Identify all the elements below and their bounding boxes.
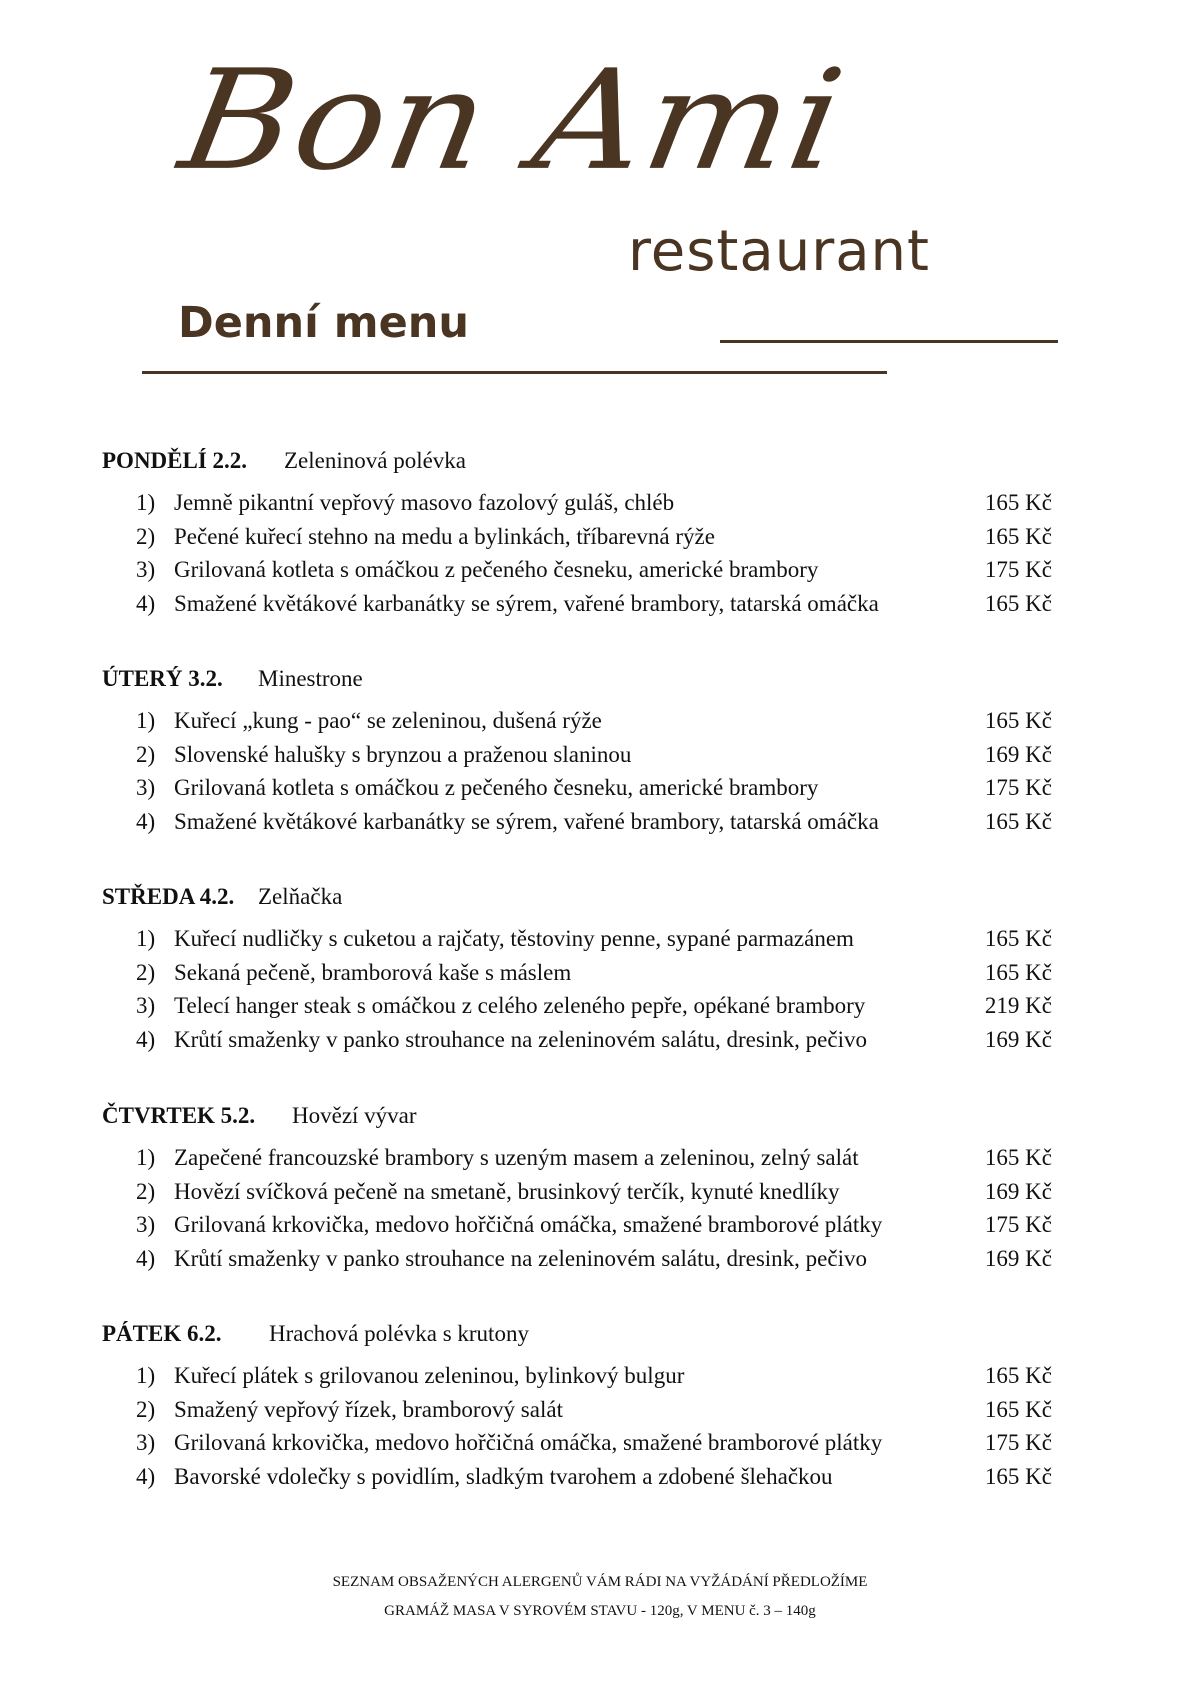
menu-item	[102, 991, 1052, 1025]
menu-item	[102, 1210, 1052, 1244]
item-number: 2)	[136, 523, 156, 549]
item-price: 175 Kč	[984, 557, 1052, 582]
item-number: 4)	[136, 1026, 156, 1052]
day-name: PONDĚLÍ 2.2.	[102, 448, 248, 473]
item-price: 175 Kč	[984, 1430, 1052, 1455]
menu-item	[102, 1244, 1052, 1278]
item-number: 3)	[136, 557, 156, 582]
item-name: Smažený vepřový řízek, bramborový salát	[174, 1396, 563, 1422]
menu-item	[102, 589, 1052, 623]
menu-item	[102, 1177, 1052, 1211]
item-price: 165 Kč	[984, 926, 1052, 951]
item-name: Sekaná pečeně, bramborová kaše s máslem	[174, 959, 572, 985]
day-soup: Zelňačka	[258, 884, 343, 909]
item-name: Telecí hanger steak s omáčkou z celého zeleného pepře, opékané brambory	[174, 993, 866, 1018]
item-price: 165 Kč	[984, 1463, 1052, 1489]
item-name: Bavorské vdolečky s povidlím, sladkým tvarohem a zdobené šlehačkou	[174, 1463, 833, 1489]
menu-item	[102, 1462, 1052, 1496]
item-number: 3)	[136, 1212, 156, 1237]
item-number: 2)	[136, 1178, 156, 1204]
item-name: Kuřecí plátek s grilovanou zeleninou, bylinkový bulgur	[174, 1363, 685, 1388]
day-header	[102, 882, 1052, 912]
item-price: 165 Kč	[984, 959, 1052, 985]
item-price: 219 Kč	[984, 993, 1052, 1018]
menu-item	[102, 1395, 1052, 1429]
menu-item	[102, 555, 1052, 589]
menu-item	[102, 1143, 1052, 1177]
brand-subtitle: restaurant	[628, 219, 930, 284]
day-name: PÁTEK 6.2.	[102, 1321, 222, 1346]
item-number: 1)	[136, 708, 156, 733]
divider	[720, 340, 1058, 343]
item-number: 1)	[136, 1145, 156, 1170]
item-name: Pečené kuřecí stehno na medu a bylinkách, tříbarevná rýže	[174, 523, 715, 549]
brand-logo: Bon Ami	[170, 40, 856, 202]
menu-list	[102, 924, 1052, 1058]
day-soup: Hrachová polévka s krutony	[269, 1321, 529, 1346]
item-number: 3)	[136, 775, 156, 800]
page-title: Denní menu	[178, 298, 469, 348]
item-number: 2)	[136, 959, 156, 985]
item-number: 1)	[136, 490, 156, 515]
item-name: Zapečené francouzské brambory s uzeným masem a zeleninou, zelný salát	[174, 1145, 859, 1170]
item-price: 165 Kč	[984, 523, 1052, 549]
menu-list	[102, 706, 1052, 840]
item-number: 4)	[136, 1245, 156, 1271]
menu-list	[102, 488, 1052, 622]
item-number: 1)	[136, 926, 156, 951]
item-price: 169 Kč	[984, 1245, 1052, 1271]
menu-item	[102, 1361, 1052, 1395]
menu-item	[102, 807, 1052, 841]
day-section-monday	[102, 446, 1052, 622]
day-soup: Hovězí vývar	[292, 1103, 417, 1128]
item-name: Grilovaná krkovička, medovo hořčičná omáčka, smažené bramborové plátky	[174, 1430, 883, 1455]
item-number: 2)	[136, 1396, 156, 1422]
menu-item	[102, 1428, 1052, 1462]
meat-weight-note: GRAMÁŽ MASA V SYROVÉM STAVU - 120g, V MENU č. 3 – 140g	[384, 1603, 816, 1619]
item-number: 3)	[136, 993, 156, 1018]
menu-list	[102, 1143, 1052, 1277]
item-name: Kuřecí nudličky s cuketou a rajčaty, těstoviny penne, sypané parmazánem	[174, 926, 854, 951]
item-number: 4)	[136, 590, 156, 616]
allergen-note: SEZNAM OBSAŽENÝCH ALERGENŮ VÁM RÁDI NA VYŽÁDÁNÍ PŘEDLOŽÍME	[332, 1574, 868, 1590]
item-price: 165 Kč	[984, 590, 1052, 616]
item-price: 169 Kč	[984, 1178, 1052, 1204]
day-name: STŘEDA 4.2.	[102, 884, 235, 909]
day-section-friday	[102, 1319, 1052, 1495]
item-price: 165 Kč	[984, 1396, 1052, 1422]
day-header	[102, 664, 1052, 694]
item-name: Grilovaná kotleta s omáčkou z pečeného česneku, americké brambory	[174, 557, 819, 582]
menu-item	[102, 773, 1052, 807]
item-number: 4)	[136, 808, 156, 834]
item-name: Smažené květákové karbanátky se sýrem, vařené brambory, tatarská omáčka	[174, 808, 879, 834]
item-number: 1)	[136, 1363, 156, 1388]
menu-list	[102, 1361, 1052, 1495]
item-name: Jemně pikantní vepřový masovo fazolový guláš, chléb	[174, 490, 675, 515]
item-name: Grilovaná krkovička, medovo hořčičná omáčka, smažené bramborové plátky	[174, 1212, 883, 1237]
item-name: Grilovaná kotleta s omáčkou z pečeného česneku, americké brambory	[174, 775, 819, 800]
menu-item	[102, 958, 1052, 992]
day-soup: Zeleninová polévka	[284, 448, 467, 473]
item-price: 169 Kč	[984, 1026, 1052, 1052]
item-price: 165 Kč	[984, 1145, 1052, 1170]
menu-item	[102, 1025, 1052, 1059]
menu-item	[102, 924, 1052, 958]
item-price: 175 Kč	[984, 775, 1052, 800]
item-price: 165 Kč	[984, 490, 1052, 515]
item-name: Kuřecí „kung - pao“ se zeleninou, dušená rýže	[174, 708, 602, 733]
item-name: Krůtí smaženky v panko strouhance na zeleninovém salátu, dresink, pečivo	[174, 1026, 867, 1052]
day-soup: Minestrone	[258, 666, 363, 691]
day-section-tuesday	[102, 664, 1052, 840]
item-price: 165 Kč	[984, 708, 1052, 733]
day-header	[102, 446, 1052, 476]
menu-item	[102, 522, 1052, 556]
day-section-wednesday	[102, 882, 1052, 1058]
divider	[142, 371, 887, 374]
menu-item	[102, 740, 1052, 774]
day-header	[102, 1101, 1052, 1131]
day-name: ČTVRTEK 5.2.	[102, 1103, 256, 1128]
item-price: 165 Kč	[984, 808, 1052, 834]
menu-item	[102, 706, 1052, 740]
day-section-thursday	[102, 1101, 1052, 1277]
item-price: 165 Kč	[984, 1363, 1052, 1388]
item-number: 2)	[136, 741, 156, 767]
item-price: 169 Kč	[984, 741, 1052, 767]
item-price: 175 Kč	[984, 1212, 1052, 1237]
day-header	[102, 1319, 1052, 1349]
menu-item	[102, 488, 1052, 522]
item-name: Krůtí smaženky v panko strouhance na zeleninovém salátu, dresink, pečivo	[174, 1245, 867, 1271]
item-number: 3)	[136, 1430, 156, 1455]
item-name: Slovenské halušky s brynzou a praženou slaninou	[174, 741, 632, 767]
item-name: Hovězí svíčková pečeně na smetaně, brusinkový terčík, kynuté knedlíky	[174, 1178, 840, 1204]
item-number: 4)	[136, 1463, 156, 1489]
item-name: Smažené květákové karbanátky se sýrem, vařené brambory, tatarská omáčka	[174, 590, 879, 616]
day-name: ÚTERÝ 3.2.	[102, 666, 223, 691]
